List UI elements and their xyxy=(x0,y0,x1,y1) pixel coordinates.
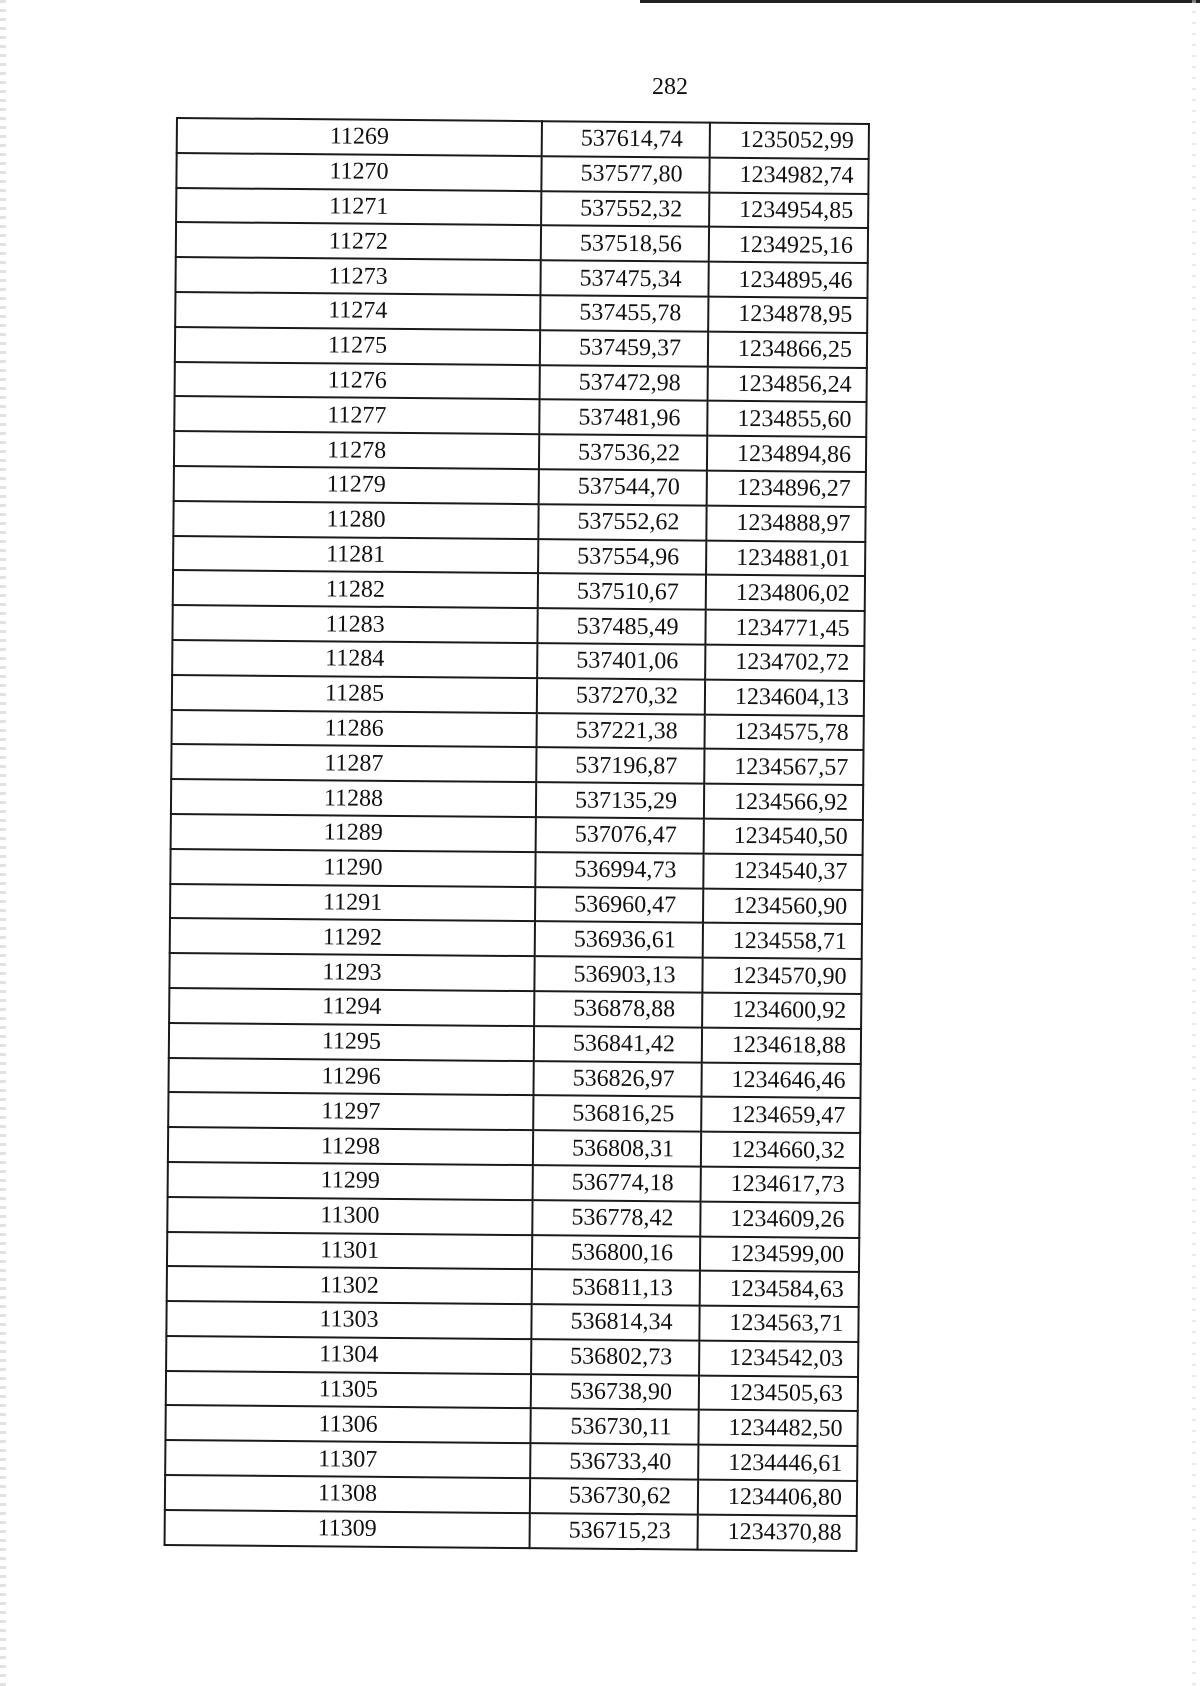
point-number-cell: 11290 xyxy=(170,849,535,887)
point-number-cell: 11281 xyxy=(173,536,538,574)
point-number-cell: 11273 xyxy=(175,257,540,295)
point-number-cell: 11282 xyxy=(173,570,538,608)
point-number-cell: 11298 xyxy=(168,1127,533,1165)
x-coordinate-cell: 537577,80 xyxy=(541,156,709,192)
y-coordinate-cell: 1234771,45 xyxy=(705,610,864,646)
point-number-cell: 11303 xyxy=(166,1301,531,1339)
point-number-cell: 11292 xyxy=(170,918,535,956)
scan-left-edge xyxy=(0,0,6,1686)
x-coordinate-cell: 537536,22 xyxy=(539,434,707,470)
y-coordinate-cell: 1234855,60 xyxy=(707,401,866,437)
y-coordinate-cell: 1234566,92 xyxy=(704,784,863,820)
x-coordinate-cell: 536774,18 xyxy=(533,1165,701,1201)
table-row xyxy=(173,536,865,577)
page-number: 282 xyxy=(652,74,688,100)
table-row xyxy=(168,1057,860,1098)
point-number-cell: 11271 xyxy=(176,188,541,226)
point-number-cell: 11301 xyxy=(167,1231,532,1269)
x-coordinate-cell: 536715,23 xyxy=(530,1513,698,1549)
x-coordinate-cell: 537481,96 xyxy=(539,400,707,436)
scan-top-rule xyxy=(640,0,1200,3)
y-coordinate-cell: 1234584,63 xyxy=(700,1271,859,1307)
point-number-cell: 11297 xyxy=(168,1092,533,1130)
point-number-cell: 11278 xyxy=(174,431,539,469)
y-coordinate-cell: 1234560,90 xyxy=(703,888,862,924)
x-coordinate-cell: 537518,56 xyxy=(541,226,709,262)
scan-right-edge xyxy=(1192,0,1196,1686)
table-row xyxy=(168,1092,860,1133)
x-coordinate-cell: 537270,32 xyxy=(537,678,705,714)
y-coordinate-cell: 1234617,73 xyxy=(701,1167,860,1203)
point-number-cell: 11309 xyxy=(165,1510,530,1548)
x-coordinate-cell: 536816,25 xyxy=(533,1095,701,1131)
point-number-cell: 11279 xyxy=(174,466,539,504)
table-row xyxy=(165,1440,857,1481)
x-coordinate-cell: 537196,87 xyxy=(536,748,704,784)
x-coordinate-cell: 537552,32 xyxy=(541,191,709,227)
x-coordinate-cell: 536802,73 xyxy=(531,1339,699,1375)
table-row xyxy=(172,675,864,716)
y-coordinate-cell: 1234806,02 xyxy=(706,575,865,611)
y-coordinate-cell: 1234567,57 xyxy=(704,749,863,785)
point-number-cell: 11275 xyxy=(175,327,540,365)
x-coordinate-cell: 537554,96 xyxy=(538,539,706,575)
table-row xyxy=(165,1405,857,1446)
x-coordinate-cell: 536811,13 xyxy=(532,1269,700,1305)
point-number-cell: 11272 xyxy=(176,222,541,260)
y-coordinate-cell: 1234866,25 xyxy=(708,331,867,367)
x-coordinate-cell: 537135,29 xyxy=(536,782,704,818)
point-number-cell: 11302 xyxy=(167,1266,532,1304)
point-number-cell: 11269 xyxy=(177,118,542,156)
y-coordinate-cell: 1234982,74 xyxy=(709,157,868,193)
y-coordinate-cell: 1234618,88 xyxy=(702,1027,861,1063)
x-coordinate-cell: 536841,42 xyxy=(534,1026,702,1062)
x-coordinate-cell: 537544,70 xyxy=(539,469,707,505)
y-coordinate-cell: 1234702,72 xyxy=(705,645,864,681)
table-row xyxy=(176,222,868,263)
y-coordinate-cell: 1234881,01 xyxy=(706,540,865,576)
coordinates-table-container xyxy=(164,117,868,1552)
y-coordinate-cell: 1234659,47 xyxy=(701,1097,860,1133)
point-number-cell: 11296 xyxy=(168,1057,533,1095)
y-coordinate-cell: 1234505,63 xyxy=(699,1375,858,1411)
point-number-cell: 11283 xyxy=(172,605,537,643)
x-coordinate-cell: 537510,67 xyxy=(538,574,706,610)
y-coordinate-cell: 1234954,85 xyxy=(709,192,868,228)
table-row xyxy=(166,1336,858,1377)
y-coordinate-cell: 1234542,03 xyxy=(699,1341,858,1377)
y-coordinate-cell: 1234646,46 xyxy=(701,1062,860,1098)
point-number-cell: 11300 xyxy=(167,1197,532,1235)
table-row xyxy=(169,988,861,1029)
point-number-cell: 11307 xyxy=(165,1440,530,1478)
y-coordinate-cell: 1234894,86 xyxy=(707,436,866,472)
table-row xyxy=(168,1127,860,1168)
x-coordinate-cell: 536738,90 xyxy=(531,1374,699,1410)
point-number-cell: 11293 xyxy=(169,953,534,991)
y-coordinate-cell: 1234888,97 xyxy=(706,505,865,541)
table-row xyxy=(176,188,868,229)
x-coordinate-cell: 537614,74 xyxy=(542,121,710,157)
y-coordinate-cell: 1234570,90 xyxy=(702,958,861,994)
x-coordinate-cell: 536936,61 xyxy=(535,921,703,957)
point-number-cell: 11305 xyxy=(166,1371,531,1409)
table-row xyxy=(172,710,864,751)
point-number-cell: 11280 xyxy=(173,501,538,539)
x-coordinate-cell: 537552,62 xyxy=(538,504,706,540)
table-row xyxy=(169,953,861,994)
table-row xyxy=(176,153,868,194)
y-coordinate-cell: 1234925,16 xyxy=(709,227,868,263)
x-coordinate-cell: 536878,88 xyxy=(534,991,702,1027)
table-row xyxy=(172,640,864,681)
y-coordinate-cell: 1234660,32 xyxy=(701,1132,860,1168)
y-coordinate-cell: 1234896,27 xyxy=(707,471,866,507)
y-coordinate-cell: 1234895,46 xyxy=(708,262,867,298)
coordinates-table xyxy=(164,117,870,1552)
table-row xyxy=(166,1371,858,1412)
x-coordinate-cell: 536903,13 xyxy=(534,956,702,992)
y-coordinate-cell: 1234446,61 xyxy=(698,1445,857,1481)
x-coordinate-cell: 536960,47 xyxy=(535,887,703,923)
point-number-cell: 11284 xyxy=(172,640,537,678)
point-number-cell: 11306 xyxy=(165,1405,530,1443)
point-number-cell: 11294 xyxy=(169,988,534,1026)
point-number-cell: 11291 xyxy=(170,884,535,922)
table-row xyxy=(175,257,867,298)
point-number-cell: 11295 xyxy=(169,1023,534,1061)
table-row xyxy=(165,1475,857,1516)
y-coordinate-cell: 1234540,50 xyxy=(704,819,863,855)
point-number-cell: 11308 xyxy=(165,1475,530,1513)
y-coordinate-cell: 1234370,88 xyxy=(698,1514,857,1550)
y-coordinate-cell: 1235052,99 xyxy=(710,123,869,159)
y-coordinate-cell: 1234482,50 xyxy=(698,1410,857,1446)
x-coordinate-cell: 537076,47 xyxy=(536,817,704,853)
point-number-cell: 11286 xyxy=(172,710,537,748)
point-number-cell: 11304 xyxy=(166,1336,531,1374)
point-number-cell: 11270 xyxy=(176,153,541,191)
y-coordinate-cell: 1234563,71 xyxy=(699,1306,858,1342)
x-coordinate-cell: 537475,34 xyxy=(540,260,708,296)
y-coordinate-cell: 1234604,13 xyxy=(705,679,864,715)
coordinates-table-body xyxy=(165,118,869,1551)
y-coordinate-cell: 1234406,80 xyxy=(698,1480,857,1516)
x-coordinate-cell: 536800,16 xyxy=(532,1235,700,1271)
y-coordinate-cell: 1234599,00 xyxy=(700,1236,859,1272)
x-coordinate-cell: 537472,98 xyxy=(540,365,708,401)
x-coordinate-cell: 537455,78 xyxy=(540,295,708,331)
point-number-cell: 11299 xyxy=(168,1162,533,1200)
y-coordinate-cell: 1234575,78 xyxy=(705,714,864,750)
x-coordinate-cell: 536778,42 xyxy=(532,1200,700,1236)
x-coordinate-cell: 537459,37 xyxy=(540,330,708,366)
x-coordinate-cell: 536826,97 xyxy=(533,1061,701,1097)
y-coordinate-cell: 1234609,26 xyxy=(700,1201,859,1237)
table-row xyxy=(173,570,865,611)
x-coordinate-cell: 537485,49 xyxy=(537,608,705,644)
y-coordinate-cell: 1234558,71 xyxy=(703,923,862,959)
point-number-cell: 11289 xyxy=(171,814,536,852)
point-number-cell: 11288 xyxy=(171,779,536,817)
x-coordinate-cell: 536730,11 xyxy=(530,1409,698,1445)
y-coordinate-cell: 1234600,92 xyxy=(702,993,861,1029)
table-row xyxy=(177,118,869,159)
table-row xyxy=(172,605,864,646)
x-coordinate-cell: 536814,34 xyxy=(531,1304,699,1340)
table-row xyxy=(170,918,862,959)
x-coordinate-cell: 536730,62 xyxy=(530,1478,698,1514)
y-coordinate-cell: 1234856,24 xyxy=(708,366,867,402)
point-number-cell: 11276 xyxy=(175,362,540,400)
table-row xyxy=(165,1510,857,1551)
x-coordinate-cell: 536733,40 xyxy=(530,1443,698,1479)
y-coordinate-cell: 1234540,37 xyxy=(703,853,862,889)
table-row xyxy=(175,292,867,333)
point-number-cell: 11277 xyxy=(174,396,539,434)
x-coordinate-cell: 536808,31 xyxy=(533,1130,701,1166)
y-coordinate-cell: 1234878,95 xyxy=(708,297,867,333)
x-coordinate-cell: 536994,73 xyxy=(535,852,703,888)
point-number-cell: 11285 xyxy=(172,675,537,713)
point-number-cell: 11274 xyxy=(175,292,540,330)
x-coordinate-cell: 537401,06 xyxy=(537,643,705,679)
x-coordinate-cell: 537221,38 xyxy=(537,713,705,749)
table-row xyxy=(169,1023,861,1064)
point-number-cell: 11287 xyxy=(171,744,536,782)
